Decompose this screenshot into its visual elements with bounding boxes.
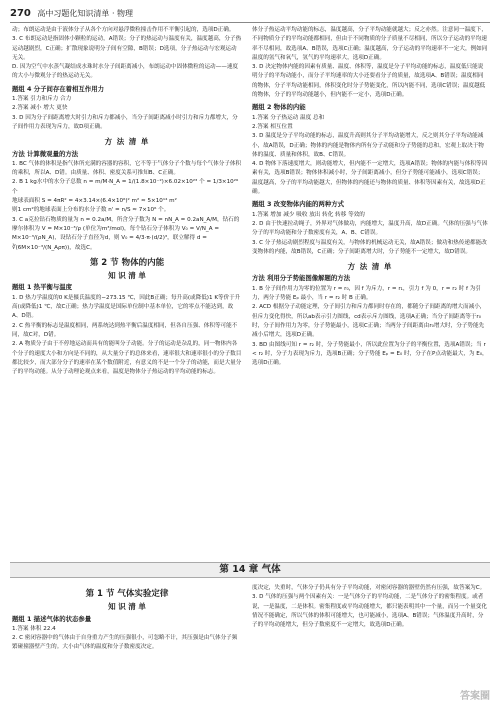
paragraph: 2. D 由于快速拉动绳子，外界对气体做功，内能增大，温度升高，故D正确。气体的压强与气体分子的平均动能和分子数密度有关，A、B、C错误。 (252, 220, 488, 237)
paragraph: 3. BD 由图线可知 r = r₂ 时，分子势能最小，所以此位置为分子的平衡位置，选项A错误；当 r < r₂ 时，分子力表现为斥力，选项B正确；分子势能 Eₚ = E₀ 时，分子在P点动能最大，为 E₀，选项D正确。 (252, 341, 488, 367)
section-heading: 方 法 清 单 (347, 262, 393, 272)
paragraph: 2. C 密闭容器中的气体由于自身重力产生的压强很小，可忽略不计，其压强是由气体分子频繁碰撞器壁产生的。大小由气体的温度和分子数密度决定。 (12, 635, 238, 651)
paragraph: 2.答案 减小 增大 更快 (12, 105, 68, 112)
paragraph: 3. D 因为分子间距离增大时引力和斥力都减小，当分子间距离减小时引力和斥力都增大，分子间作用力表现为斥力，故D项正确。 (12, 114, 238, 130)
paragraph: 3. C 分子热运动剧烈程度与温度有关，与物体的机械运动无关，故A错误；做功和热传递都能改变物体的内能，故B错误，C正确；分子间距离增大时，分子势能不一定增大，故D错误。 (252, 239, 487, 255)
section-heading: 知 识 清 单 (108, 602, 146, 612)
paragraph: 2. C 热平衡的标志是温度相同，两系统达到热平衡后温度相同，但各自压强、体积等可能不同，故C对，D错。 (12, 322, 238, 338)
paragraph: 2. A 物质分子由于不停地运动而具有的能叫分子动能。分子的运动是杂乱的，同一物体内各个分子的速度大小和方向是不同的，从大量分子的总体来看，速率很大和速率很小的分子数目都比较少，而大部分分子的速率在某个数值附近，有意义的不是一个分子的动能，而是大量分子的平均动能。从分子动理论观点来看，温度是物体分子热运动的平均动能的标志。 (12, 341, 242, 376)
paragraph: 体分子热运动平均动能的标志，温度越高，分子平均动能就越大；反之亦然。注意同一温度下，不同物质分子的平均动能都相同，但由于不同物质的分子质量不尽相同，所以分子运动的平均速率不尽相同，故选项A、B错误，选项C正确；温度越高，分子运动的平均速率不一定大，例如同温度的氢气和氧气，氢气的平均速率大，选项D正确。 (252, 27, 488, 61)
book-title: 高中习题化知识清单 · 物理 (37, 9, 134, 18)
section-heading: 第 2 节 物体的内能 (89, 257, 165, 268)
section-heading: 方 法 清 单 (104, 137, 150, 147)
paragraph: 2.答案 相互位置 (252, 123, 293, 130)
subsection-heading: 题组 3 改变物体内能的两种方式 (252, 200, 344, 209)
subsection-heading: 方法 利用分子势能图像解题的方法 (252, 274, 351, 283)
paragraph: 1. BC 气体的体积是指气体所充满的容器的容积，它不等于气体分子个数与每个气体分子体积的乘积，所以A、D错。由质量、体积、密度关系可推知B、C正确。 (12, 160, 242, 177)
paragraph: 4. D 物体下落速度增大，则动能增大，但内能不一定增大，选项A错误；物体的内能与体积等因素有关，选项B错误；物体体积减小时，分子间距离减小，但分子势能可能减小，选项C错误；温度越高，分子的平均动能越大，但物体的内能还与物体的质量、体积等因素有关，故选项D正确。 (252, 161, 488, 196)
left-column (12, 26, 242, 532)
paragraph: 3. D 温度是分子平均动能的标志，温度升高则其分子平均动能增大，反之则其分子平均动能减小，故A错误，D正确；物体的内能是物体内所有分子动能和分子势能的总和，宏观上取决于物体的温度、质量和体积，故B、C错误。 (252, 133, 484, 158)
paragraph: 3. D 决定物体内能的因素有质量、温度、体积等，温度是分子平均动能的标志，温度低只能说明分子的平均动能小，而分子平均速率的大小还要看分子的质量，故选项A、B错误；温度相同的物体，分子平均动能相同，体积变化时分子势能变化，所以内能不同，选项C错误；温度越低的物体，分子的平均动能越小，但内能不一定小，选项D正确。 (252, 64, 486, 99)
paragraph: 1.答案 增加 减少 吸收 放出 转化 转移 等效的 (252, 211, 365, 218)
paragraph: 地球表面积 S = 4πR² = 4×3.14×(6.4×10⁶)² m² ≈ 5×10¹⁴ m² (12, 198, 177, 205)
paragraph: 1. B 分子间作用力为零的位置为 r = r₀，因 f 为斥力，r = r₁，引力 f 为 0，r = r₂ 时 f 为引力，两分子势能 Eₚ 最小，当 r = r₂ 时 B 正确。 (252, 285, 481, 302)
page-number: 270 (10, 8, 31, 19)
subsection-heading: 方法 计算微观量的方法 (12, 149, 79, 158)
section-heading: 知 识 清 单 (108, 271, 146, 281)
paragraph: 2. ACD 根据分子动能定理，分子间引力和斥力都同时存在的，都随分子间距离的增大而减小，但斥力变化得快，所以ab表示引力图线，cd表示斥力图线，选项A正确；当分子间距离等于r₀时，分子间作用力为零，分子势能最小，选项C正确；当两分子间距离由r₀增大时，分子势能先减小后增大，选项D正确。 (252, 304, 486, 339)
paragraph: 3. C a克拉钻石物质的量为 n = 0.2a/M，所含分子数为 N = nN_A = 0.2aN_A/M，钻石的摩尔体积为 V = M×10⁻³/ρ (单位为m³/mol)，每个钻石分子体积为 V₀ = V/N_A = M×10⁻³/(ρN_A)，设钻石分子直径为d，则 V₀ = 4/3·π·(d/2)³，联立解得 d = ∛(6M×10⁻³/(N_Aρπ))，故选C。 (12, 216, 240, 251)
section-heading: 第 1 节 气体实验定律 (85, 589, 169, 599)
page-header (10, 6, 490, 23)
paragraph: D. 因为空气中水蒸气凝结成水珠时水分子间距离减小，布朗运动中固体微粒的运动——速度的大小与微观分子的热运动无关。 (12, 64, 239, 80)
paragraph: 2. B 1 kg水中的水分子总数 n = m/M·N_A = 1/(1.8×10⁻²)×6.02×10²³ 个 = 1/3×10²⁶ 个 (12, 179, 239, 195)
paragraph: 动；布朗运动是由于液体分子从各个方向对悬浮微粒撞击作用不平衡引起的，选项D正确。 (12, 27, 235, 33)
subsection-heading: 题组 4 分子间存在着相互作用力 (12, 84, 104, 93)
paragraph: 1.答案 引力和斥力 合力 (12, 96, 72, 103)
paragraph: 3. D 气体的压强与两个因素有关：一是气体分子的平均动能，二是气体分子的密集程度。或者说，一是温度，二是体积。密集程度或平均动能增大，都只能表明其中一个量，而另一个量变化情况不能确定，所以气体的体积可能增大，也可能减小，选项A、B错误；气体温度升高时，分子的平均动能增大，但分子数密度不一定增大，故选项D正确。 (252, 594, 487, 629)
paragraph: 3. C 布朗运动是指固体小颗粒的运动，A错误；分子的热运动与温度有关，温度越高，分子热运动越剧烈，C正确；扩散现象说明分子间有空隙，B错误；D选项，分子热运动与宏观运动无关。 (12, 36, 242, 61)
bottom-right-column (252, 584, 488, 700)
paragraph: 度决定，失重时，气体分子仍具有分子平均动能，对密闭容器的器壁仍然有压强，故答案为C。 (252, 585, 486, 591)
subsection-heading: 题组 1 描述气体的状态参量 (12, 614, 92, 623)
chapter-title: 第 14 章 气体 (10, 562, 490, 578)
paragraph: 1.答案 分子热运动 温度 总和 (252, 114, 325, 121)
bottom-left-column (12, 584, 242, 700)
right-column (252, 26, 488, 532)
subsection-heading: 题组 2 物体的内能 (252, 103, 306, 112)
subsection-heading: 题组 1 热平衡与温度 (12, 283, 73, 292)
watermark-logo: 答案圈 (460, 691, 490, 702)
paragraph: 则1 cm²的地球表面上分布的水分子数 n' = n/S ≈ 7×10⁶ 个。 (12, 207, 170, 214)
paragraph: 1.答案 体积 22.4 (12, 625, 56, 632)
paragraph: 1. D 热力学温度的0 K是摄氏温度的−273.15 ℃，因此B正确；每升高(或降低)1 K等价于升高(或降低)1 ℃，故C正确；热力学温度是国际单位制中基本单位，它的零点不能达到，故A、D错。 (12, 294, 241, 320)
